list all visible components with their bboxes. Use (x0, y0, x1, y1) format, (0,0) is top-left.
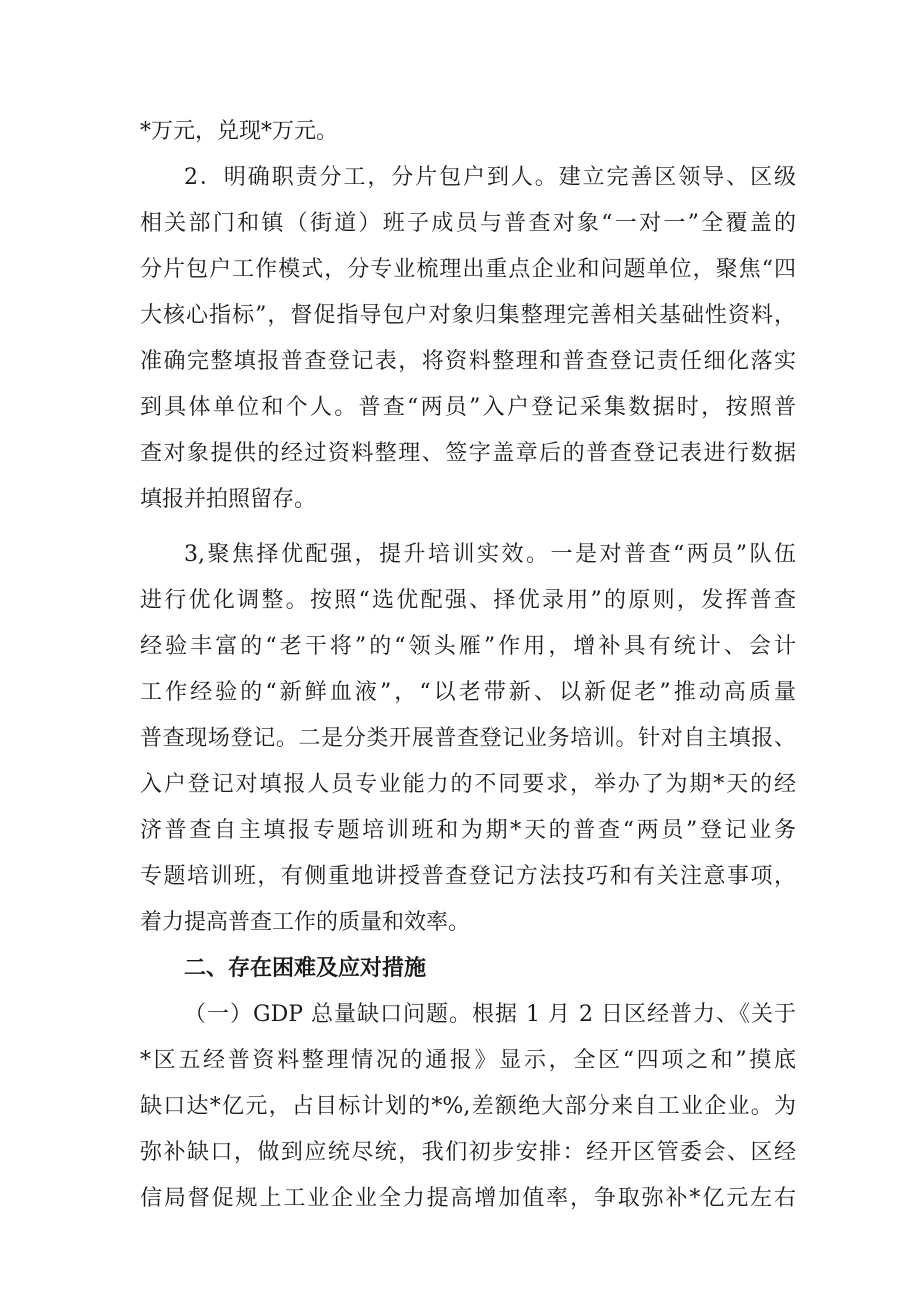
text-line: 普查现场登记。二是分类开展普查登记业务培训。针对自主填报、 (140, 726, 796, 751)
text-line: 工作经验的“新鲜血液”，“以老带新、以新促老”推动高质量 (140, 680, 796, 705)
text-line: 查对象提供的经过资料整理、签字盖章后的普查登记表进行数据 (140, 441, 796, 466)
text-line: 弥补缺口，做到应统尽统，我们初步安排：经开区管委会、区经 (140, 1140, 796, 1165)
text-line: 经验丰富的“老干将”的“领头雁”作用，增补具有统计、会计 (140, 634, 796, 659)
text-line: 进行优化调整。按照“选优配强、择优录用”的原则，发挥普查 (140, 588, 796, 613)
text-line: 3,聚焦择优配强，提升培训实效。一是对普查“两员”队伍 (184, 542, 796, 567)
text-line: 大核心指标”，督促指导包户对象归集整理完善相关基础性资料， (140, 303, 796, 328)
text-line: 分片包户工作模式，分专业梳理出重点企业和问题单位，聚焦“四 (140, 257, 796, 282)
text-line: 2．明确职责分工，分片包户到人。建立完善区领导、区级 (184, 165, 796, 190)
document-body (140, 0, 796, 1301)
section-heading: 二、存在困难及应对措施 (184, 956, 427, 981)
text-line: 济普查自主填报专题培训班和为期*天的普查“两员”登记业务 (140, 818, 796, 843)
text-line: 着力提高普查工作的质量和效率。 (140, 910, 471, 935)
text-line: 到具体单位和个人。普查“两员”入户登记采集数据时，按照普 (140, 395, 796, 420)
text-line: *万元，兑现*万元。 (140, 119, 339, 144)
text-line: 相关部门和镇（街道）班子成员与普查对象“一对一”全覆盖的 (140, 211, 796, 236)
text-line: 专题培训班，有侧重地讲授普查登记方法技巧和有关注意事项， (140, 864, 796, 889)
text-line: 缺口达*亿元，占目标计划的*%,差额绝大部分来自工业企业。为 (140, 1094, 796, 1119)
text-line: 准确完整填报普查登记表，将资料整理和普查登记责任细化落实 (140, 349, 796, 374)
text-line: 信局督促规上工业企业全力提高增加值率，争取弥补*亿元左右 (140, 1186, 796, 1211)
text-line: （一）GDP 总量缺口问题。根据 1 月 2 日区经普力、《关于 (184, 1002, 796, 1027)
text-line: 入户登记对填报人员专业能力的不同要求，举办了为期*天的经 (140, 772, 796, 797)
text-line: *区五经普资料整理情况的通报》显示，全区“四项之和”摸底 (140, 1048, 796, 1073)
text-line: 填报并拍照留存。 (140, 487, 317, 512)
